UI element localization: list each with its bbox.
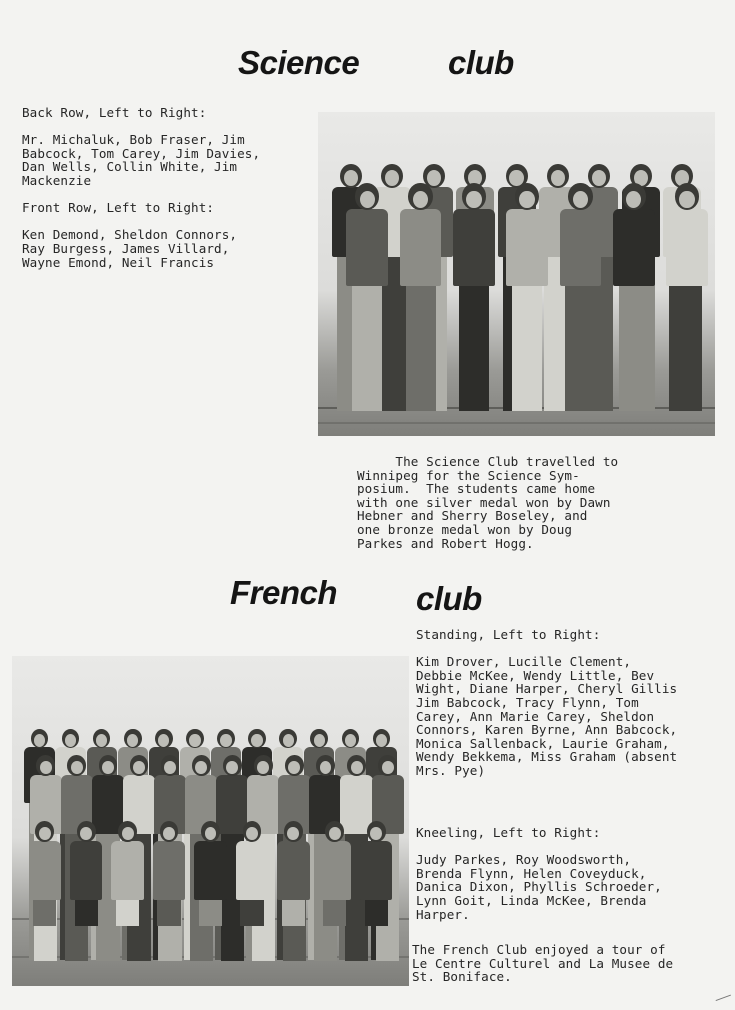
figure-torso bbox=[666, 209, 708, 286]
page-corner-mark bbox=[716, 995, 735, 1010]
photo-person-figure bbox=[560, 183, 602, 410]
figure-legs bbox=[406, 286, 436, 412]
photo-person-figure bbox=[277, 821, 309, 925]
figure-legs bbox=[199, 900, 222, 926]
figure-legs bbox=[323, 900, 346, 926]
photo-person-figure bbox=[236, 821, 268, 925]
french-summary: The French Club enjoyed a tour of Le Centre Culturel and La Musee de St. Boniface. bbox=[412, 942, 674, 985]
figure-face bbox=[80, 827, 92, 840]
science-summary: The Science Club travelled to Winnipeg for the Science Sym- posium. The students came home with one silver medal won by Dawn Hebner and Sherry Boseley, and one bronze medal won by Doug Parkes and Robert Hogg. bbox=[357, 454, 619, 551]
figure-torso bbox=[613, 209, 655, 286]
figure-face bbox=[71, 761, 83, 774]
figure-torso bbox=[346, 209, 388, 286]
photo-person-figure bbox=[400, 183, 442, 410]
figure-torso bbox=[277, 841, 309, 901]
figure-torso bbox=[453, 209, 495, 286]
figure-face bbox=[34, 734, 45, 747]
figure-legs bbox=[157, 900, 180, 926]
figure-torso bbox=[70, 841, 102, 901]
photo-person-figure bbox=[194, 821, 226, 925]
figure-torso bbox=[560, 209, 602, 286]
french-standing-caption: Standing, Left to Right: Kim Drover, Lucille Clement, Debbie McKee, Wendy Little, Bev Wight, Diane Harper, Cheryl Gillis Jim Babcock, Tracy Flynn, Tom Carey, Ann Marie Carey, Sheldon Connors, Karen Byrne, Ann Babcock, Monica Sallenback, Laurie Graham, Wendy Bekkema, Miss Graham (absent Mrs. Pye) bbox=[416, 627, 678, 778]
figure-face bbox=[329, 827, 341, 840]
french-heading-word1: French bbox=[230, 574, 338, 611]
figure-face bbox=[40, 761, 52, 774]
figure-face bbox=[519, 191, 534, 208]
figure-face bbox=[360, 191, 375, 208]
figure-face bbox=[573, 191, 588, 208]
photo-person-figure bbox=[666, 183, 708, 410]
figure-face bbox=[679, 191, 694, 208]
photo-person-figure bbox=[153, 821, 185, 925]
figure-face bbox=[251, 734, 262, 747]
photo-person-figure bbox=[111, 821, 143, 925]
figure-torso bbox=[506, 209, 548, 286]
figure-face bbox=[382, 761, 394, 774]
figure-face bbox=[466, 191, 481, 208]
figure-face bbox=[102, 761, 114, 774]
figure-face bbox=[164, 761, 176, 774]
photo-person-figure bbox=[613, 183, 655, 410]
figure-face bbox=[413, 191, 428, 208]
figure-torso bbox=[400, 209, 442, 286]
photo-person-figure bbox=[29, 821, 61, 925]
figure-face bbox=[283, 734, 294, 747]
figure-legs bbox=[365, 900, 388, 926]
figure-face bbox=[127, 734, 138, 747]
figure-face bbox=[39, 827, 51, 840]
figure-face bbox=[65, 734, 76, 747]
figure-face bbox=[351, 761, 363, 774]
figure-legs bbox=[565, 286, 595, 412]
photo-person-figure bbox=[506, 183, 548, 410]
figure-face bbox=[220, 734, 231, 747]
figure-torso bbox=[29, 841, 61, 901]
figure-face bbox=[376, 734, 387, 747]
figure-face bbox=[246, 827, 258, 840]
french-club-photo bbox=[12, 656, 409, 986]
figure-torso bbox=[360, 841, 392, 901]
figure-face bbox=[189, 734, 200, 747]
figure-face bbox=[314, 734, 325, 747]
figure-legs bbox=[240, 900, 263, 926]
figure-torso bbox=[236, 841, 268, 901]
figure-legs bbox=[512, 286, 542, 412]
figure-face bbox=[122, 827, 134, 840]
figure-torso bbox=[194, 841, 226, 901]
figure-legs bbox=[75, 900, 98, 926]
photo-person-figure bbox=[70, 821, 102, 925]
figure-legs bbox=[33, 900, 56, 926]
figure-legs bbox=[116, 900, 139, 926]
science-club-photo bbox=[318, 112, 715, 436]
figure-face bbox=[158, 734, 169, 747]
photo-person-figure bbox=[319, 821, 351, 925]
figure-legs bbox=[459, 286, 489, 412]
figure-legs bbox=[619, 286, 649, 412]
figure-face bbox=[345, 734, 356, 747]
figure-face bbox=[195, 761, 207, 774]
figure-face bbox=[133, 761, 145, 774]
french-heading-word2: club bbox=[416, 580, 482, 617]
figure-face bbox=[163, 827, 175, 840]
science-heading-word1: Science bbox=[238, 44, 360, 81]
science-roster-caption: Back Row, Left to Right: Mr. Michaluk, Bob Fraser, Jim Babcock, Tom Carey, Jim Davies, Dan Wells, Collin White, Jim Mackenzie Front Row, Left to Right: Ken Demond, Sheldon Connors, Ray Burgess, James Villard, Wayne Emond, Neil Francis bbox=[22, 105, 261, 270]
figure-torso bbox=[111, 841, 143, 901]
figure-legs bbox=[672, 286, 702, 412]
figure-legs bbox=[352, 286, 382, 412]
science-heading-word2: club bbox=[448, 44, 514, 81]
figure-legs bbox=[282, 900, 305, 926]
figure-torso bbox=[319, 841, 351, 901]
photo-person-figure bbox=[360, 821, 392, 925]
photo-person-figure bbox=[346, 183, 388, 410]
french-kneeling-caption: Kneeling, Left to Right: Judy Parkes, Roy Woodsworth, Brenda Flynn, Helen Coveyduck, Danica Dixon, Phyllis Schroeder, Lynn Goit, Linda McKee, Brenda Harper. bbox=[416, 825, 662, 922]
figure-torso bbox=[153, 841, 185, 901]
photo-person-figure bbox=[453, 183, 495, 410]
figure-face bbox=[96, 734, 107, 747]
